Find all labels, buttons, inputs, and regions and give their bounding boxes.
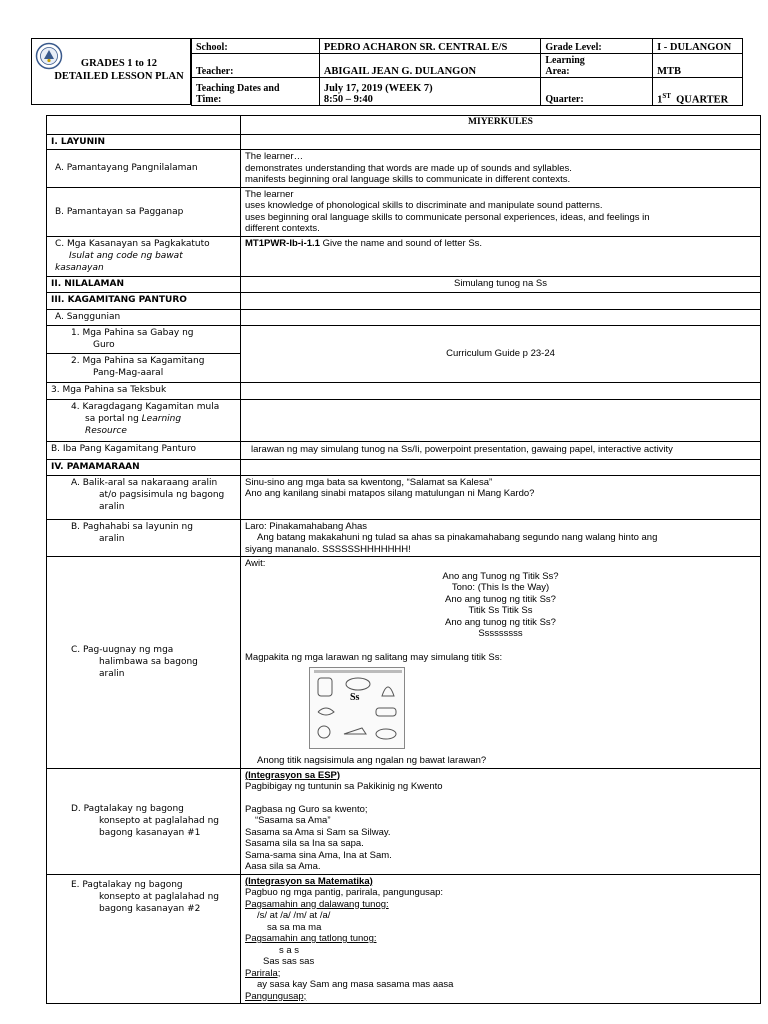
text-line: Aasa sila sa Ama. <box>245 861 321 872</box>
label-sanggunian: A. Sanggunian <box>47 309 241 325</box>
song-line: Ano ang tunog ng titik Ss? <box>445 593 556 605</box>
worksheet-image <box>309 667 405 749</box>
time-value: 8:50 – 9:40 <box>323 94 373 105</box>
content-pagtalakay-2 <box>241 874 761 1004</box>
subheading-pangungusap: Pangungusap; <box>245 990 307 1002</box>
kagamitang-label-2: Pang-Mag-aaral <box>93 367 164 378</box>
grade-level-label: Grade Level: <box>541 39 653 54</box>
empty-cell <box>241 309 761 325</box>
quarter-number: 1 <box>657 94 663 105</box>
learning-area-value: MTB <box>653 54 743 78</box>
section-kagamitan: III. KAGAMITANG PANTURO <box>47 292 241 309</box>
competency-text: Give the name and sound of letter Ss. <box>319 237 483 249</box>
text-line: Ano ang kanilang sinabi matapos silang matulungan ni Mang Kardo? <box>245 488 535 499</box>
text-line: Pagbasa ng Guro sa kwento; <box>245 803 368 815</box>
label-pag-uugnay <box>47 557 241 769</box>
school-value: PEDRO ACHARON SR. CENTRAL E/S <box>319 39 541 54</box>
worksheet-pictures-icon <box>310 668 406 750</box>
competency-code: MT1PWR-Ib-i-1.1 <box>245 237 320 249</box>
balik-aral-label-2: at/o pagsisimula ng bagong <box>99 489 225 500</box>
story-title: “Sasama sa Ama” <box>255 815 331 826</box>
integration-heading-esp: (Integrasyon sa ESP) <box>245 769 341 781</box>
section-pamamaraan: IV. PAMAMARAAN <box>47 459 241 475</box>
content-pagtalakay-1 <box>241 768 761 874</box>
label-pamantayang-pangnilalaman: A. Pamantayang Pangnilalaman <box>47 150 241 188</box>
gabay-label-1: 1. Mga Pahina sa Gabay ng <box>71 327 194 338</box>
dates-label-1: Teaching Dates and <box>196 83 280 94</box>
empty-cell <box>241 382 761 399</box>
content-pamantayan-sa-pagganap <box>241 187 761 236</box>
show-pictures-instruction: Magpakita ng mga larawan ng salitang may simulang titik Ss: <box>245 651 503 663</box>
subheading-parirala: Parirala; <box>245 967 281 979</box>
balik-aral-label-1: A. Balik-aral sa nakaraang aralin <box>71 477 218 488</box>
header-title <box>32 57 192 83</box>
awit-label: Awit: <box>245 558 266 569</box>
text-line: Sama-sama sina Ama, Ina at Sam. <box>245 849 392 861</box>
lesson-plan-header <box>31 38 743 105</box>
day-heading: MIYERKULES <box>241 116 761 135</box>
learning-area-label <box>541 54 653 78</box>
content-balik-aral <box>241 475 761 519</box>
empty-cell <box>241 292 761 309</box>
subheading-dalawang-tunog: Pagsamahin ang dalawang tunog: <box>245 898 389 910</box>
text-line: Laro: Pinakamahabang Ahas <box>245 520 368 532</box>
paghahabi-label-2: aralin <box>99 533 125 544</box>
dates-label-2: Time: <box>196 94 222 105</box>
kasanayan-label: C. Mga Kasanayan sa Pagkakatuto <box>55 238 210 249</box>
song-line: Sssssssss <box>478 628 523 639</box>
empty-cell <box>241 399 761 441</box>
pagtalakay-2-label-2: konsepto at paglalahad ng <box>99 891 220 902</box>
teacher-label: Teacher: <box>192 54 320 78</box>
karagdagang-label-1: 4. Karagdagang Kagamitan mula <box>71 401 220 412</box>
quarter-suffix: ST <box>662 91 671 100</box>
text-line: s a s <box>279 944 300 956</box>
pag-uugnay-label-1: C. Pag-uugnay ng mga <box>71 645 174 656</box>
content-iba-pang-kagamitan: larawan ng may simulang tunog na Ss/Ii, powerpoint presentation, gawaing papel, interactive activity <box>241 441 761 459</box>
label-karagdagang-kagamitan <box>47 399 241 441</box>
text-line: manifests beginning oral language skills to communicate in different contexts. <box>245 174 571 185</box>
pagtalakay-1-label-2: konsepto at paglalahad ng <box>99 816 220 826</box>
text-line: uses beginning oral language skills to communicate personal experiences, ideas, and feelings in <box>245 211 650 223</box>
balik-aral-label-3: aralin <box>99 501 125 512</box>
grade-level-value: I - DULANGON <box>653 39 743 54</box>
song-line: Ano ang tunog ng titik Ss? <box>445 616 556 628</box>
text-line: Sasama sa Ama si Sam sa Silway. <box>245 826 391 838</box>
dates-value <box>319 78 541 106</box>
content-pag-uugnay <box>241 557 761 769</box>
empty-cell <box>241 459 761 475</box>
text-line: demonstrates understanding that words are made up of sounds and syllables. <box>245 162 572 174</box>
song-line: Ano ang Tunog ng Titik Ss? <box>442 570 559 582</box>
text-line: The learner <box>245 188 294 200</box>
lesson-plan-table <box>46 115 761 1004</box>
content-curriculum-guide: Curriculum Guide p 23-24 <box>241 325 761 382</box>
text-line: Pagbuo ng mga pantig, parirala, pangungusap: <box>245 887 444 898</box>
text-line: The learner… <box>245 151 304 162</box>
kasanayan-note-2: kasanayan <box>55 262 104 273</box>
karagdagang-label-it2: Resource <box>85 425 127 436</box>
text-line: Ang batang makakahuni ng tulad sa ahas sa pinakamahabang segundo nang walang hinto ang <box>257 532 658 543</box>
section-nilalaman: II. NILALAMAN <box>47 276 241 292</box>
text-line: sa sa ma ma <box>267 921 322 933</box>
label-gabay-ng-guro <box>47 325 241 353</box>
content-pamantayang-pangnilalaman <box>241 150 761 188</box>
learning-area-label-1: Learning <box>545 55 585 66</box>
header-info-table <box>191 38 743 106</box>
blank-line <box>245 793 756 804</box>
subheading-tatlong-tunog: Pagsamahin ang tatlong tunog: <box>245 933 377 944</box>
section-layunin: I. LAYUNIN <box>47 135 241 150</box>
text-line: Sas sas sas <box>263 956 315 967</box>
label-pagtalakay-2 <box>47 874 241 1004</box>
integration-heading-math: (Integrasyon sa Matematika) <box>245 875 373 887</box>
worksheet-letter: Ss <box>350 692 360 703</box>
text-line: ay sasa kay Sam ang masa sasama mas aasa <box>257 979 454 990</box>
song-line: Tono: (This Is the Way) <box>451 582 550 593</box>
pagtalakay-1-label-1: D. Pagtalakay ng bagong <box>71 804 184 814</box>
label-kagamitang-pang-mag-aaral <box>47 353 241 382</box>
content-nilalaman: Simulang tunog na Ss <box>241 276 761 292</box>
pagtalakay-1-label-3: bagong kasanayan #1 <box>99 828 201 838</box>
label-balik-aral <box>47 475 241 519</box>
label-pagtalakay-1 <box>47 768 241 874</box>
kagamitang-label-1: 2. Mga Pahina sa Kagamitang <box>71 355 205 366</box>
content-kasanayan <box>241 236 761 276</box>
quarter-label: Quarter: <box>541 78 653 106</box>
pag-uugnay-label-2: halimbawa sa bagong <box>99 657 198 668</box>
picture-question: Anong titik nagsisimula ang ngalan ng bawat larawan? <box>257 755 487 766</box>
song-line: Titik Ss Titik Ss <box>468 605 533 616</box>
date-value: July 17, 2019 (WEEK 7) <box>323 83 433 94</box>
text-line: Sinu-sino ang mga bata sa kwentong, “Salamat sa Kalesa” <box>245 476 493 488</box>
title-line-2: DETAILED LESSON PLAN <box>54 71 184 82</box>
dates-label <box>192 78 320 106</box>
paghahabi-label-1: B. Paghahabi sa layunin ng <box>71 521 193 532</box>
karagdagang-label-it1: Learning <box>141 413 182 424</box>
text-line: Sasama sila sa Ina sa sapa. <box>245 838 364 849</box>
learning-area-label-2: Area: <box>545 66 570 77</box>
text-line: siyang mananalo. SSSSSSHHHHHHH! <box>245 543 411 555</box>
pagtalakay-2-label-1: E. Pagtalakay ng bagong <box>71 879 183 890</box>
label-kasanayan <box>47 236 241 276</box>
pagtalakay-2-label-3: bagong kasanayan #2 <box>99 903 201 914</box>
header-title-box <box>31 38 191 105</box>
label-paghahabi <box>47 519 241 557</box>
quarter-text: QUARTER <box>676 94 729 105</box>
quarter-value <box>653 78 743 106</box>
song-lyrics <box>245 571 756 640</box>
gabay-label-2: Guro <box>93 339 115 350</box>
empty-cell <box>241 135 761 150</box>
content-paghahabi <box>241 519 761 557</box>
label-teksbuk: 3. Mga Pahina sa Teksbuk <box>47 382 241 399</box>
pag-uugnay-label-3: aralin <box>99 669 125 680</box>
label-iba-pang-kagamitan: B. Iba Pang Kagamitang Panturo <box>47 441 241 459</box>
teacher-value: ABIGAIL JEAN G. DULANGON <box>319 54 541 78</box>
text-line: different contexts. <box>245 223 320 234</box>
karagdagang-label-2: sa portal ng <box>85 413 142 424</box>
text-line: /s/ at /a/ /m/ at /a/ <box>257 910 331 921</box>
empty-head-cell <box>47 116 241 135</box>
kasanayan-note-1: Isulat ang code ng bawat <box>69 250 183 261</box>
title-line-1: GRADES 1 to 12 <box>80 58 158 69</box>
school-label: School: <box>192 39 320 54</box>
text-line: Pagbibigay ng tuntunin sa Pakikinig ng Kwento <box>245 781 443 792</box>
text-line: uses knowledge of phonological skills to discriminate and manipulate sound patterns. <box>245 200 603 211</box>
label-pamantayan-sa-pagganap: B. Pamantayan sa Pagganap <box>47 187 241 236</box>
